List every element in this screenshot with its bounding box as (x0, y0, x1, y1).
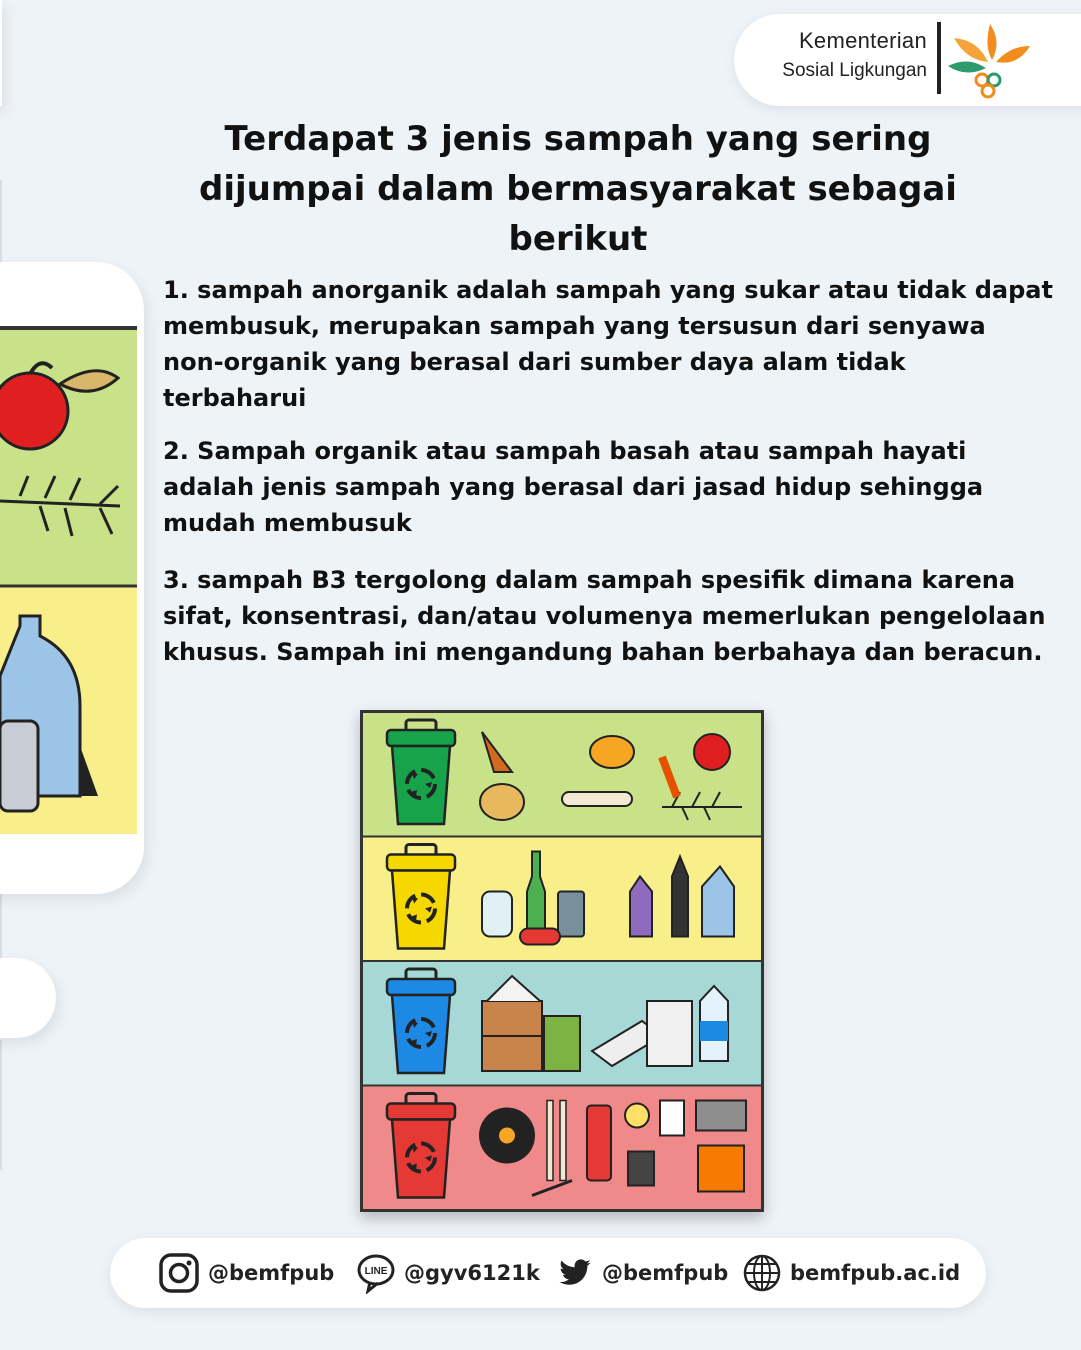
globe-icon (742, 1253, 782, 1293)
twitter-icon (556, 1256, 594, 1290)
twitter-link[interactable] (556, 1238, 728, 1308)
org-name (782, 28, 927, 82)
bin-row (362, 961, 762, 1086)
trash-bin-icon (387, 845, 455, 949)
point-organik: 2. Sampah organik atau sampah basah atau sampah hayati adalah jenis sampah yang berasal dari jasad hidup sehingga mudah membusuk (163, 437, 984, 537)
point-anorganik: 1. sampah anorganik adalah sampah yang sukar atau tidak dapat membusuk, merupakan sampah yang tersusun dari senyawa non-organik yang berasal dari sumber daya alam tidak terbaharui (163, 276, 1053, 412)
svg-text:LINE: LINE (364, 1266, 388, 1277)
edge-tab-top (0, 0, 2, 106)
ministry-logo-icon (944, 16, 1036, 100)
line-icon (356, 1252, 396, 1294)
waste-bins-illustration (360, 710, 764, 1212)
org-name-line2: Sosial Ligkungan (782, 60, 927, 81)
page-title: Terdapat 3 jenis sampah yang sering dijumpai dalam bermasyarakat sebagai berikut (199, 119, 957, 259)
line-handle: @gyv6121k (404, 1261, 540, 1285)
edge-line (0, 180, 2, 262)
point-b3: 3. sampah B3 tergolong dalam sampah spesifik dimana karena sifat, konsentrasi, dan/atau volumenya memerlukan pengelolaan khusus. Sampah ini mengandung bahan berbahaya dan beracun. (163, 566, 1046, 666)
trash-bin-icon (387, 1094, 455, 1198)
instagram-link[interactable] (158, 1238, 334, 1308)
bin-row (362, 712, 762, 837)
edge-line (0, 894, 2, 958)
trash-bin-icon (387, 720, 455, 824)
social-footer (110, 1238, 986, 1308)
website-link[interactable] (742, 1238, 960, 1308)
edge-tab-bottom (0, 958, 56, 1038)
bin-row (362, 837, 762, 962)
twitter-handle: @bemfpub (602, 1261, 729, 1285)
instagram-icon (158, 1252, 200, 1294)
instagram-handle: @bemfpub (208, 1261, 335, 1285)
website-url: bemfpub.ac.id (790, 1261, 961, 1285)
line-link[interactable] (356, 1238, 540, 1308)
header-divider (937, 22, 941, 94)
bin-row (362, 1086, 762, 1211)
side-illustration (0, 326, 140, 834)
org-name-line1: Kementerian (798, 28, 927, 53)
trash-bin-icon (387, 969, 455, 1073)
edge-line (0, 1040, 2, 1170)
